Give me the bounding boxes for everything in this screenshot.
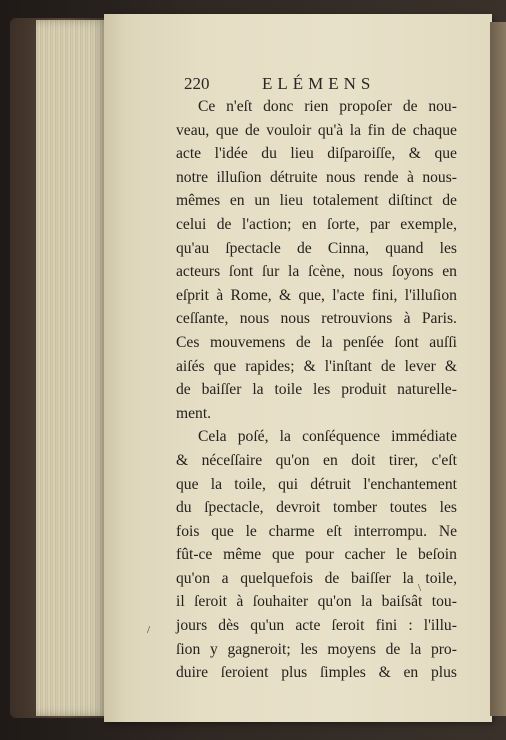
word: en xyxy=(229,192,245,210)
word: diſparoiſſe, xyxy=(327,145,396,163)
word: veau, xyxy=(176,121,210,139)
text-line xyxy=(176,284,457,308)
word: les xyxy=(300,640,318,658)
word: la xyxy=(321,333,333,351)
word: toutes xyxy=(389,499,427,517)
text-line xyxy=(176,473,457,497)
word: lieu xyxy=(279,192,304,210)
word: qu'on xyxy=(275,451,310,469)
word: qu'on xyxy=(317,593,352,611)
text-line xyxy=(176,355,457,379)
word: à xyxy=(406,168,414,186)
text-line xyxy=(176,614,457,638)
word: de xyxy=(385,640,401,658)
word: doit xyxy=(351,451,376,469)
word: plus xyxy=(430,664,457,682)
word: en xyxy=(442,263,457,281)
word: propoſer xyxy=(339,98,393,115)
word: auſſi xyxy=(429,333,457,351)
word: la xyxy=(279,428,291,446)
word: qui xyxy=(278,475,299,493)
word: de xyxy=(380,357,396,375)
word: : xyxy=(408,617,413,635)
word: ſeroit xyxy=(194,593,227,611)
word: penſée xyxy=(343,333,384,351)
text-line xyxy=(176,543,457,567)
word: qu'on xyxy=(176,569,210,587)
word: retrouvions xyxy=(321,310,393,328)
word: néceſſaire xyxy=(201,451,263,469)
word: ſont xyxy=(394,333,419,351)
word: de xyxy=(442,192,457,210)
text-line xyxy=(176,213,457,237)
word: dès xyxy=(218,617,240,635)
word: tirer, xyxy=(388,451,419,469)
word: lieu xyxy=(290,145,314,163)
word: ſeroient xyxy=(220,664,269,682)
word: même xyxy=(223,546,262,564)
text-line xyxy=(176,496,457,520)
word: devroit xyxy=(276,499,321,517)
word: la xyxy=(409,640,422,658)
word: la xyxy=(288,263,300,281)
text-line xyxy=(176,567,457,591)
word: les xyxy=(439,239,457,257)
word: Cinna, xyxy=(327,239,370,257)
text-line xyxy=(176,237,457,261)
word: à xyxy=(236,593,244,611)
word: notre xyxy=(176,168,209,186)
word: Paris. xyxy=(421,310,457,328)
word: nous xyxy=(326,168,356,186)
word: acteurs xyxy=(176,263,221,281)
word: de xyxy=(244,121,260,139)
word: celui xyxy=(176,215,207,233)
word: & xyxy=(378,664,391,682)
word: Ce xyxy=(198,98,216,115)
word: Ces xyxy=(176,333,200,351)
word: qu'à xyxy=(317,121,344,139)
word: totalement xyxy=(312,192,379,210)
word: l'inſtant xyxy=(324,357,372,375)
word: baiſsât xyxy=(381,593,423,611)
word: & xyxy=(444,357,457,375)
word: c'eſt xyxy=(431,451,457,469)
word: fin xyxy=(367,121,385,139)
word: toile xyxy=(274,381,303,399)
word: ſpectacle xyxy=(225,239,281,257)
word: tou- xyxy=(431,593,457,611)
word: de xyxy=(324,569,340,587)
word: toile, xyxy=(234,475,266,493)
word: de xyxy=(402,98,418,115)
word: que, xyxy=(298,286,325,304)
word: naturelle- xyxy=(397,381,457,399)
word: illuſion xyxy=(216,168,262,186)
word: ſpectacle, xyxy=(204,499,264,517)
word: en xyxy=(403,664,419,682)
text-line xyxy=(176,119,457,143)
word: fini xyxy=(375,617,398,635)
word: ſoyons xyxy=(391,263,434,281)
word: mouvemens xyxy=(209,333,286,351)
word: il xyxy=(176,593,185,611)
ink-speck: \ xyxy=(418,582,422,594)
word: la xyxy=(210,475,223,493)
word: & xyxy=(408,145,421,163)
running-head: ELÉMENS xyxy=(262,74,376,93)
word: a xyxy=(221,569,229,587)
word: la xyxy=(349,121,362,139)
word: baiſſer xyxy=(201,381,242,399)
body-text xyxy=(176,95,457,685)
word: cacher xyxy=(344,546,386,564)
word: l'illuſion xyxy=(404,286,457,304)
word: poſé, xyxy=(237,428,269,446)
word: à xyxy=(403,310,411,328)
text-line xyxy=(176,307,457,331)
text-line xyxy=(176,520,457,544)
word: de xyxy=(295,333,311,351)
word: en xyxy=(323,451,338,469)
word: pour xyxy=(305,546,334,564)
word: en xyxy=(301,215,317,233)
word: le xyxy=(395,546,408,564)
word: du xyxy=(176,499,192,517)
text-line xyxy=(176,260,457,284)
word: fois xyxy=(176,522,200,540)
text-line xyxy=(176,166,457,190)
word: acte xyxy=(295,617,321,635)
text-line xyxy=(176,590,457,614)
word: charme xyxy=(268,522,315,540)
word: conſéquence xyxy=(302,428,380,446)
word: de xyxy=(391,121,407,139)
word: eſprit xyxy=(176,286,209,304)
word: l'illu- xyxy=(423,617,457,635)
word: exemple, xyxy=(400,215,457,233)
word: & xyxy=(279,286,292,304)
word: chaque xyxy=(412,121,457,139)
word: que xyxy=(176,475,199,493)
word: de xyxy=(216,215,232,233)
page-number: 220 xyxy=(184,74,210,93)
word: ſur xyxy=(261,263,280,281)
word: que xyxy=(211,522,234,540)
word: les xyxy=(313,381,331,399)
word: produit xyxy=(341,381,387,399)
word: ſeroit xyxy=(331,617,365,635)
word: que xyxy=(271,546,295,564)
ink-speck: / xyxy=(147,624,151,636)
word: détruite xyxy=(269,168,318,186)
word: à xyxy=(216,286,224,304)
word: nous xyxy=(280,310,310,328)
word: nous- xyxy=(422,168,457,186)
word: l'acte xyxy=(332,286,365,304)
word: mêmes xyxy=(176,192,221,210)
word: interrompu. xyxy=(353,522,427,540)
word: & xyxy=(303,357,316,375)
word: jours xyxy=(176,617,208,635)
page-header xyxy=(184,74,484,96)
word: & xyxy=(176,451,189,469)
word: toile, xyxy=(425,569,457,587)
word: y xyxy=(209,640,218,658)
word: donc xyxy=(263,98,294,115)
word: l'enchantement xyxy=(363,475,457,493)
word: la xyxy=(360,593,373,611)
word: lever xyxy=(404,357,436,375)
word: nous xyxy=(353,263,384,281)
word: rien xyxy=(304,98,329,115)
word: l'action; xyxy=(241,215,292,233)
word: rende xyxy=(363,168,399,186)
word: que xyxy=(215,121,239,139)
word: fini, xyxy=(371,286,398,304)
word: Ne xyxy=(438,522,457,540)
word: duire xyxy=(176,664,209,682)
word: détruit xyxy=(310,475,351,493)
word: vouloir xyxy=(266,121,312,139)
text-line xyxy=(176,378,457,402)
text-line xyxy=(176,142,457,166)
word: un xyxy=(254,192,270,210)
word: l'idée xyxy=(214,145,248,163)
word: de xyxy=(176,381,191,399)
text-line xyxy=(176,425,457,449)
word: aiſés xyxy=(176,357,205,375)
word: de xyxy=(296,239,312,257)
word: les xyxy=(439,499,457,517)
word: baiſſer xyxy=(350,569,391,587)
word: gagneroit; xyxy=(227,640,291,658)
word: que xyxy=(213,357,237,375)
text-line xyxy=(176,331,457,355)
word: qu'un xyxy=(250,617,285,635)
word: n'eſt xyxy=(226,98,253,115)
text-line xyxy=(176,189,457,213)
word: plus xyxy=(281,664,308,682)
word: quand xyxy=(385,239,424,257)
word: ceſſante, xyxy=(176,310,229,328)
word: ſont xyxy=(228,263,254,281)
word: acte xyxy=(176,145,202,163)
text-line xyxy=(176,661,457,685)
word: beſoin xyxy=(417,546,457,564)
word: ſouhaiter xyxy=(252,593,309,611)
word: qu'au xyxy=(176,239,210,257)
word: par xyxy=(369,215,390,233)
page-edges xyxy=(36,20,106,716)
word: du xyxy=(261,145,277,163)
word: la xyxy=(252,381,264,399)
facing-page-edge xyxy=(490,22,506,716)
word: la xyxy=(402,569,414,587)
text-line xyxy=(176,95,457,119)
word: le xyxy=(245,522,257,540)
word: eſt xyxy=(326,522,342,540)
text-line xyxy=(176,638,457,662)
text-line xyxy=(176,449,457,473)
word: fût-ce xyxy=(176,546,213,564)
word: ſimples xyxy=(319,664,366,682)
word: tomber xyxy=(332,499,378,517)
word: immédiate xyxy=(391,428,457,446)
word: Cela xyxy=(198,428,227,446)
word: nou- xyxy=(428,98,457,115)
word: ment. xyxy=(176,404,212,422)
text-line xyxy=(176,402,457,426)
word: moyens xyxy=(327,640,376,658)
word: quelquefois xyxy=(240,569,313,587)
word: pro- xyxy=(430,640,457,658)
word: ſcène, xyxy=(308,263,345,281)
word: ſorte, xyxy=(327,215,360,233)
word: que xyxy=(434,145,457,163)
word: Rome, xyxy=(230,286,272,304)
word: diſtinct xyxy=(388,192,433,210)
word: rapides; xyxy=(245,357,295,375)
word: nous xyxy=(239,310,270,328)
word: ſion xyxy=(176,640,201,658)
